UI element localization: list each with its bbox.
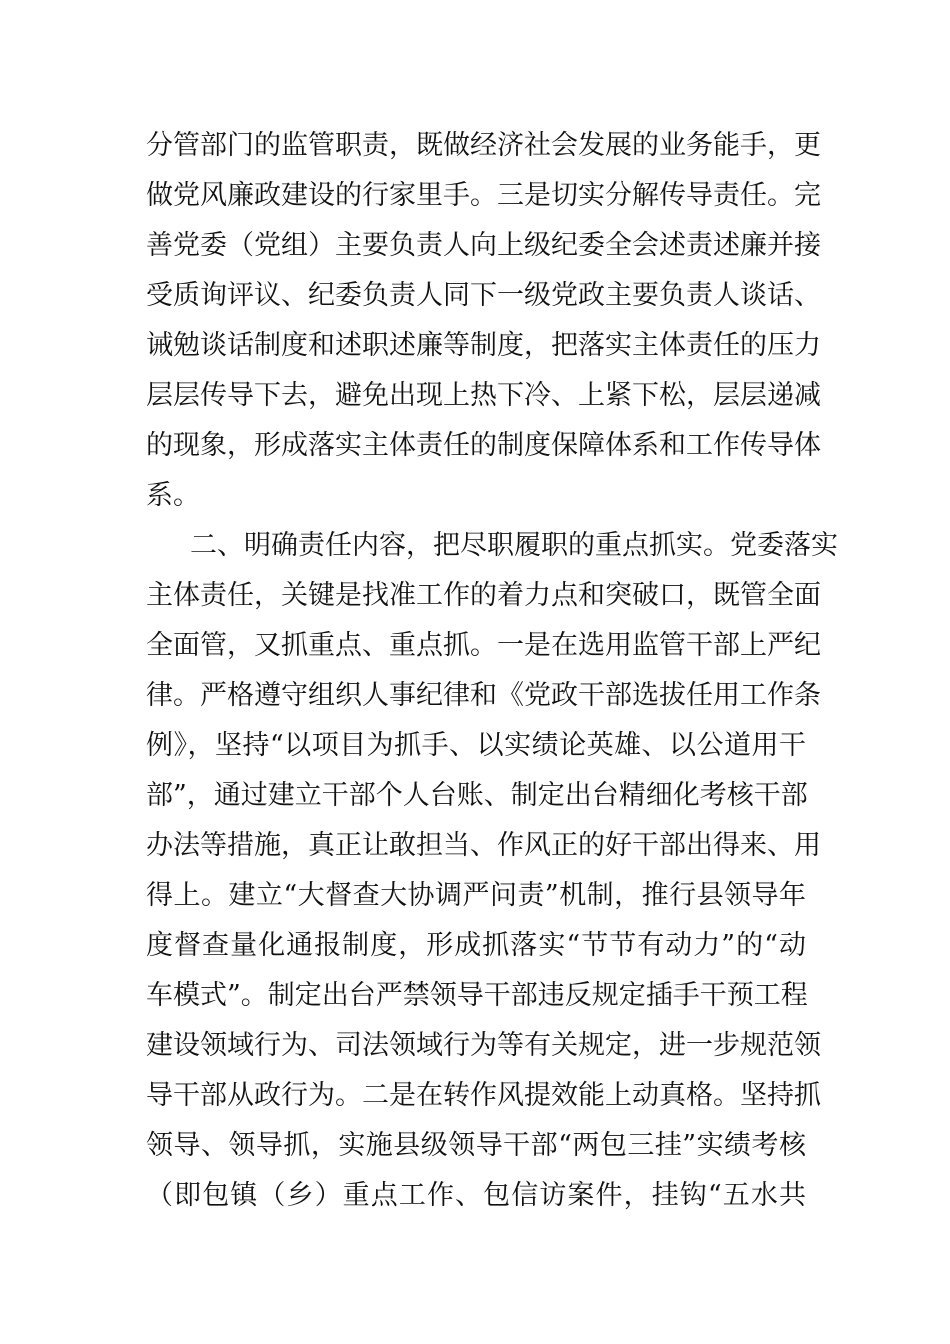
text-line: 建设领域行为、司法领域行为等有关规定，进一步规范领 xyxy=(146,1030,821,1061)
text-line: 层层传导下去，避免出现上热下冷、上紧下松，层层递减 xyxy=(146,380,821,411)
text-line: 办法等措施，真正让敢担当、作风正的好干部出得来、用 xyxy=(146,830,821,861)
text-line: 领导、领导抓，实施县级领导干部“两包三挂”实绩考核 xyxy=(146,1130,806,1161)
text-line: 主体责任，关键是找准工作的着力点和突破口，既管全面 xyxy=(146,580,821,611)
text-line: 度督查量化通报制度，形成抓落实“节节有动力”的“动 xyxy=(146,930,806,961)
text-line: 导干部从政行为。二是在转作风提效能上动真格。坚持抓 xyxy=(146,1080,821,1111)
paragraph-first-line: 二、明确责任内容，把尽职履职的重点抓实。党委落实 xyxy=(190,530,838,561)
text-line: （即包镇（乡）重点工作、包信访案件，挂钩“五水共 xyxy=(146,1180,806,1211)
text-line: 车模式”。制定出台严禁领导干部违反规定插手干预工程 xyxy=(146,980,808,1011)
text-line: 做党风廉政建设的行家里手。三是切实分解传导责任。完 xyxy=(146,180,821,211)
text-line: 得上。建立“大督查大协调严问责”机制，推行县领导年 xyxy=(146,880,806,911)
text-line: 部”，通过建立干部个人台账、制定出台精细化考核干部 xyxy=(146,780,808,811)
text-line: 全面管，又抓重点、重点抓。一是在选用监管干部上严纪 xyxy=(146,630,821,661)
text-line: 的现象，形成落实主体责任的制度保障体系和工作传导体 xyxy=(146,430,821,461)
text-line: 律。严格遵守组织人事纪律和《党政干部选拔任用工作条 xyxy=(146,680,821,711)
text-line: 分管部门的监管职责，既做经济社会发展的业务能手，更 xyxy=(146,130,821,161)
text-line: 诫勉谈话制度和述职述廉等制度，把落实主体责任的压力 xyxy=(146,330,821,361)
text-line: 受质询评议、纪委负责人同下一级党政主要负责人谈话、 xyxy=(146,280,821,311)
text-line: 例》，坚持“以项目为抓手、以实绩论英雄、以公道用干 xyxy=(146,730,806,761)
text-line: 系。 xyxy=(146,480,200,511)
text-line: 善党委（党组）主要负责人向上级纪委全会述责述廉并接 xyxy=(146,230,821,261)
